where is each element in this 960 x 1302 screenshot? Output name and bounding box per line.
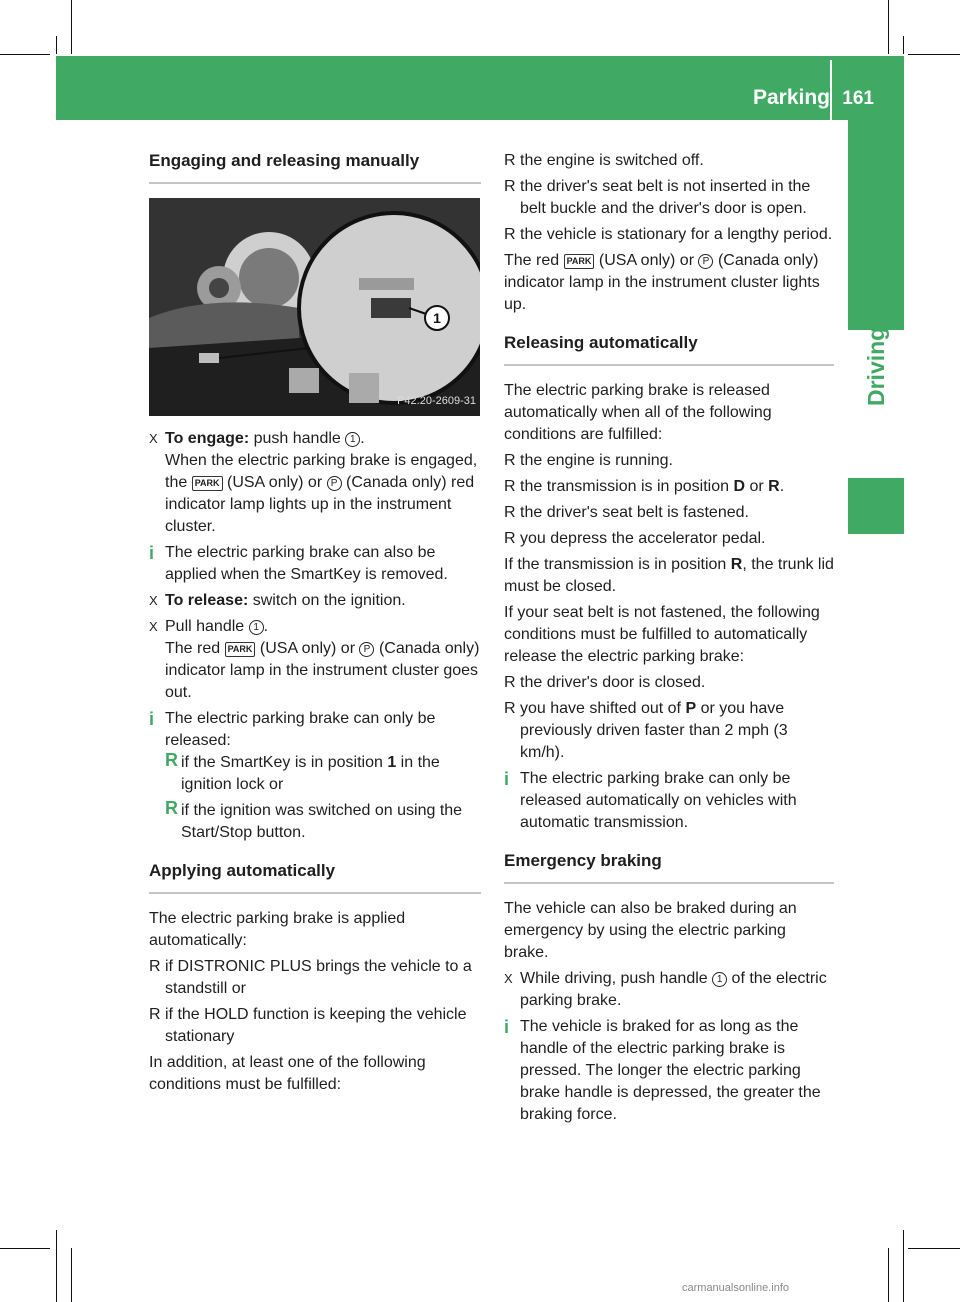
list-item: R if the ignition was switched on using the Start/Stop button. bbox=[165, 798, 463, 841]
chapter-marker bbox=[848, 478, 904, 534]
crop-mark bbox=[908, 1248, 960, 1249]
engage-step: X To engage: push handle 1 . When the electric parking brake is engaged, the PARK (USA only) or P (Canada only) red indicator lamp lights up in the instrument cluster. bbox=[149, 430, 478, 535]
left-column bbox=[149, 150, 481, 1100]
bullet-icon: R bbox=[504, 674, 516, 691]
bullet-icon: R bbox=[504, 478, 516, 495]
paragraph: If the transmission is in position R, the trunk lid must be closed. bbox=[504, 556, 834, 595]
header-divider bbox=[830, 60, 832, 120]
paragraph: In addition, at least one of the following conditions must be fulfilled: bbox=[149, 1054, 426, 1093]
section-heading: Emergency braking bbox=[504, 850, 834, 884]
bullet-icon: R bbox=[149, 1006, 161, 1023]
crop-mark bbox=[0, 54, 50, 55]
paragraph: The electric parking brake is released automatically when all of the following conditions are fulfilled: bbox=[504, 382, 772, 443]
bullet-icon: R bbox=[504, 530, 516, 547]
park-lamp-icon: PARK bbox=[192, 476, 223, 491]
info-note: i The electric parking brake can only be released: R if the SmartKey is in position 1 in the ignition lock or R if the ignition was switched on using the Start/Stop button. bbox=[149, 708, 481, 844]
bullet-icon: R bbox=[504, 700, 516, 717]
crop-mark bbox=[888, 0, 889, 54]
list-item: R the engine is running. bbox=[504, 450, 834, 472]
park-lamp-icon: PARK bbox=[564, 254, 595, 269]
list-item: R the driver's seat belt is fastened. bbox=[504, 502, 834, 524]
bullet-icon: R bbox=[504, 452, 516, 469]
crop-mark bbox=[0, 1248, 50, 1249]
parking-brake-lamp-icon: P bbox=[327, 476, 342, 491]
bullet-icon: R bbox=[504, 178, 516, 195]
list-item: R the engine is switched off. bbox=[504, 150, 834, 172]
emergency-step: X While driving, push handle 1 of the electric parking brake. bbox=[504, 970, 827, 1009]
step-arrow-icon: X bbox=[504, 971, 513, 986]
section-heading: Engaging and releasing manually bbox=[149, 150, 481, 184]
bullet-icon: R bbox=[504, 226, 516, 243]
crop-mark bbox=[56, 1230, 57, 1302]
info-icon: i bbox=[504, 1017, 510, 1037]
list-item: R the driver's door is closed. bbox=[504, 672, 834, 694]
list-item: R if DISTRONIC PLUS brings the vehicle to a standstill or bbox=[149, 958, 472, 997]
release-step: X To release: switch on the ignition. bbox=[149, 590, 481, 612]
callout-1-icon: 1 bbox=[712, 972, 727, 987]
right-column bbox=[504, 150, 834, 1130]
release-label: To release: bbox=[165, 592, 249, 609]
paragraph: The red PARK (USA only) or P (Canada only) indicator lamp in the instrument cluster lights up. bbox=[504, 252, 820, 313]
crop-mark bbox=[888, 1248, 889, 1302]
step-arrow-icon: X bbox=[149, 593, 158, 608]
info-icon: i bbox=[504, 769, 510, 789]
figure-code: P42.20-2609-31 bbox=[397, 395, 476, 407]
callout-1-icon: 1 bbox=[249, 620, 264, 635]
page-number: 161 bbox=[842, 88, 874, 109]
bullet-icon: R bbox=[504, 504, 516, 521]
bullet-icon: R bbox=[165, 750, 178, 770]
chapter-title bbox=[843, 340, 909, 406]
page-section-title: Parking bbox=[752, 86, 830, 109]
info-icon: i bbox=[149, 709, 155, 729]
info-icon: i bbox=[149, 543, 155, 563]
step-arrow-icon: X bbox=[149, 619, 158, 634]
parking-brake-lamp-icon: P bbox=[698, 254, 713, 269]
pull-step: X Pull handle 1 . The red PARK (USA only) or P (Canada only) indicator lamp in the instrument cluster goes out. bbox=[149, 618, 480, 701]
list-item: R the transmission is in position D or R. bbox=[504, 476, 834, 498]
list-item: R you have shifted out of P or you have previously driven faster than 2 mph (3 km/h). bbox=[504, 700, 788, 761]
list-item: R if the HOLD function is keeping the vehicle stationary bbox=[149, 1006, 467, 1045]
crop-mark bbox=[908, 54, 960, 55]
crop-mark bbox=[903, 36, 904, 54]
callout-1-icon: 1 bbox=[345, 432, 360, 447]
list-item: R you depress the accelerator pedal. bbox=[504, 528, 834, 550]
dashboard-figure bbox=[149, 198, 480, 416]
bullet-icon: R bbox=[149, 958, 161, 975]
info-note: i The electric parking brake can also be applied when the SmartKey is removed. bbox=[149, 543, 448, 583]
crop-mark bbox=[903, 1230, 904, 1302]
section-heading: Releasing automatically bbox=[504, 332, 834, 366]
list-item: R the vehicle is stationary for a lengthy period. bbox=[504, 224, 834, 246]
list-item: R if the SmartKey is in position 1 in the ignition lock or bbox=[165, 750, 440, 793]
crop-mark bbox=[71, 0, 72, 54]
bullet-icon: R bbox=[504, 152, 516, 169]
info-note: i The electric parking brake can only be released automatically on vehicles with automatic transmission. bbox=[504, 769, 797, 831]
park-lamp-icon: PARK bbox=[225, 642, 256, 657]
bullet-icon: R bbox=[165, 798, 178, 818]
crop-mark bbox=[71, 1248, 72, 1302]
watermark-text: carmanualsonline.info bbox=[682, 1282, 790, 1294]
engage-label: To engage: bbox=[165, 430, 250, 447]
crop-mark bbox=[56, 36, 57, 54]
step-arrow-icon: X bbox=[149, 431, 158, 446]
paragraph: The electric parking brake is applied automatically: bbox=[149, 910, 406, 949]
paragraph: If your seat belt is not fastened, the following conditions must be fulfilled to automatically release the electric parking brake: bbox=[504, 604, 820, 665]
dashboard-illustration bbox=[149, 198, 480, 416]
section-heading: Applying automatically bbox=[149, 860, 481, 894]
callout-1-label: 1 bbox=[433, 310, 441, 326]
info-note: i The vehicle is braked for as long as the handle of the electric parking brake is pressed. The longer the electric parking brake handle is depressed, the greater the braking force. bbox=[504, 1017, 821, 1123]
list-item: R the driver's seat belt is not inserted in the belt buckle and the driver's door is open. bbox=[504, 178, 811, 217]
paragraph: The vehicle can also be braked during an emergency by using the electric parking brake. bbox=[504, 900, 797, 961]
parking-brake-lamp-icon: P bbox=[359, 642, 374, 657]
